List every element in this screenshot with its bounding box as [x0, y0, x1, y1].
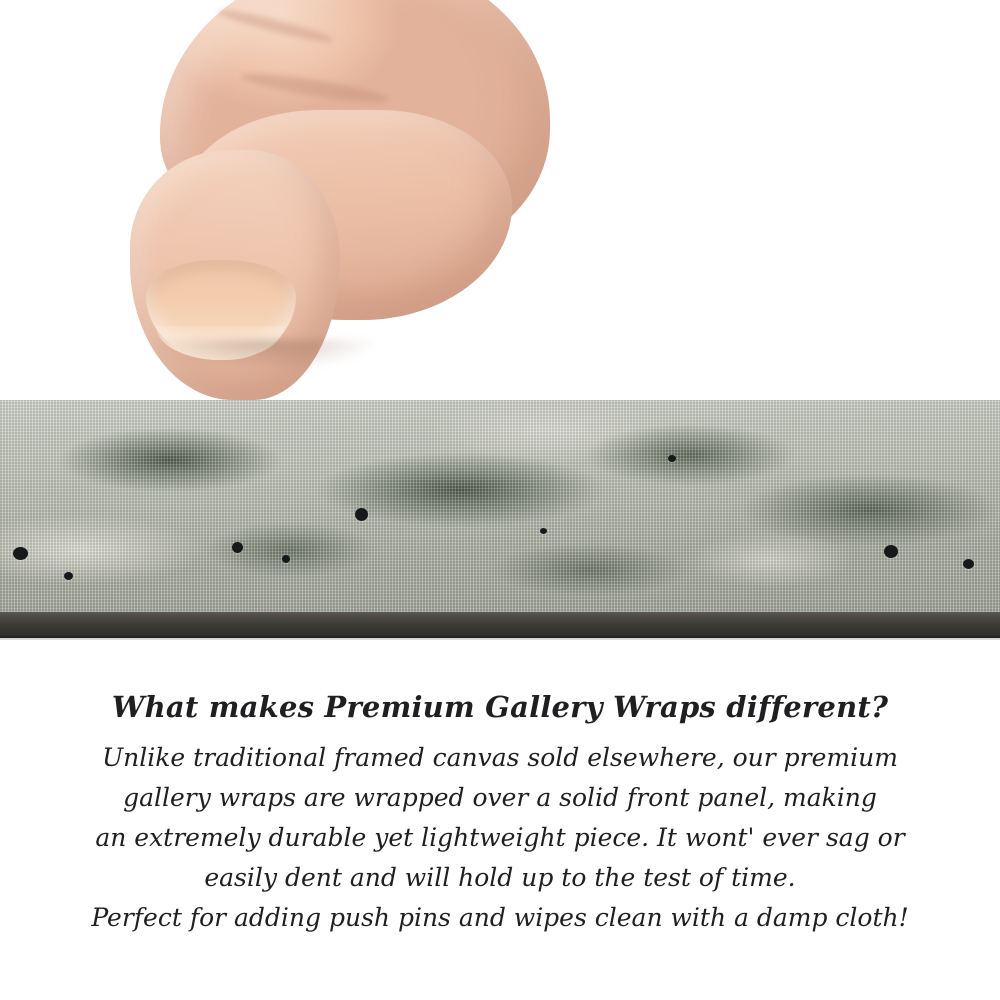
caption-line: an extremely durable yet lightweight piece. It wont' ever sag or	[95, 823, 905, 852]
caption-block	[0, 690, 1000, 938]
paint-speck	[282, 555, 290, 563]
caption-line: gallery wraps are wrapped over a solid front panel, making	[123, 783, 877, 812]
caption-line: easily dent and will hold up to the test of time.	[204, 863, 796, 892]
paint-speck	[668, 455, 676, 462]
caption-heading: What makes Premium Gallery Wraps different?	[111, 690, 889, 724]
paint-speck	[232, 542, 243, 553]
canvas-drop-shadow	[0, 636, 1000, 640]
hand-illustration	[120, 0, 550, 420]
canvas-wrap-edge	[0, 400, 1000, 640]
paint-speck	[13, 547, 28, 560]
caption-line: Perfect for adding push pins and wipes clean with a damp cloth!	[91, 903, 909, 932]
paint-speck	[64, 572, 73, 580]
canvas-weave-texture	[0, 400, 1000, 612]
paint-speck	[963, 559, 974, 569]
paint-speck	[355, 508, 368, 521]
caption-line: Unlike traditional framed canvas sold elsewhere, our premium	[102, 743, 898, 772]
canvas-printed-face	[0, 400, 1000, 612]
paint-speck	[884, 545, 898, 558]
canvas-side-edge	[0, 612, 1000, 638]
contact-shadow	[150, 340, 380, 370]
paint-speck	[540, 528, 547, 534]
